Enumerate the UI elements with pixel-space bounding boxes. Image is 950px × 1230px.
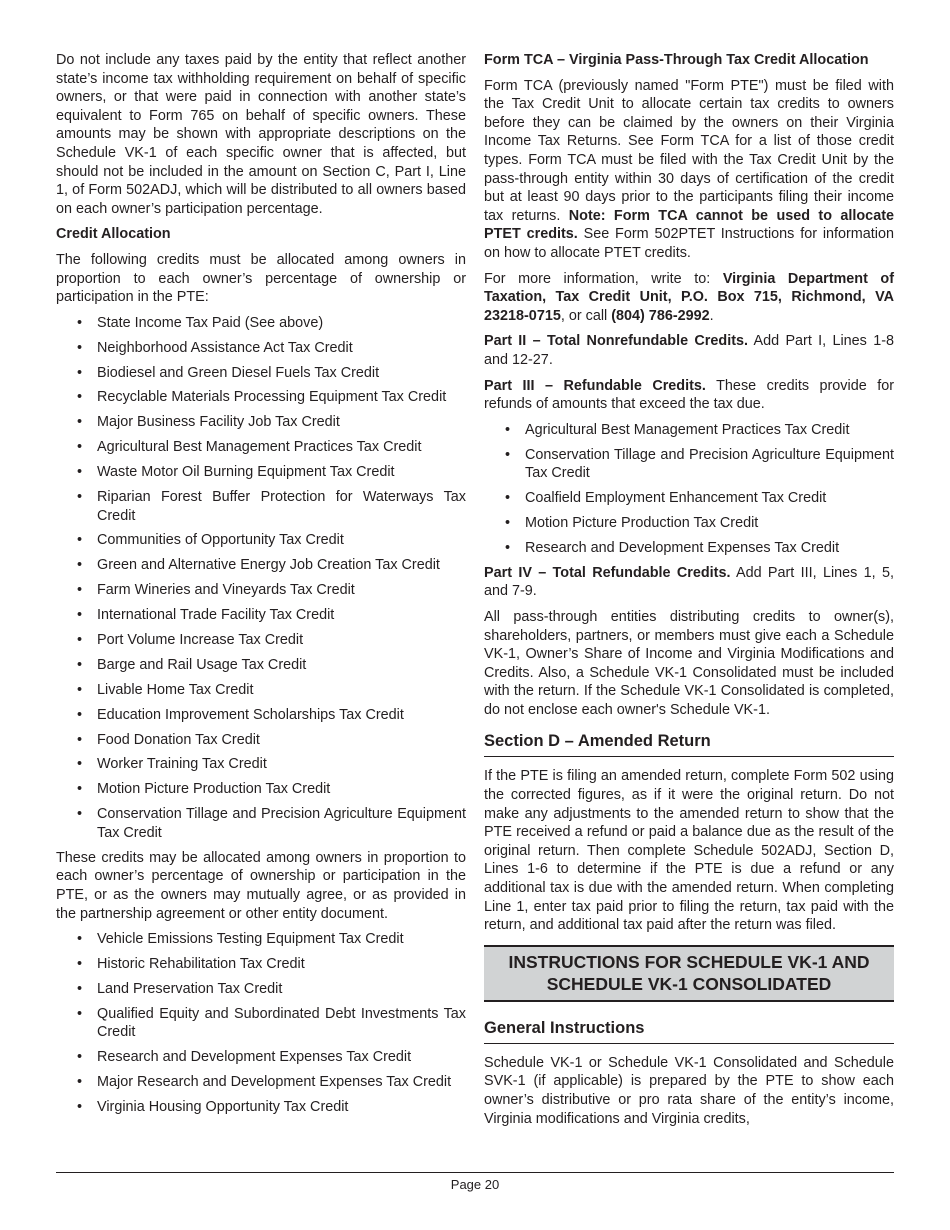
info-mid: , or call — [560, 307, 608, 324]
list-item: • Port Volume Increase Tax Credit — [97, 631, 466, 650]
list-item: • Motion Picture Production Tax Credit — [97, 780, 466, 799]
list-item: • Qualified Equity and Subordinated Debt Investments Tax Credit — [97, 1005, 466, 1042]
list-item: • Major Research and Development Expenses Tax Credit — [97, 1073, 466, 1092]
info-address: Virginia Department of Taxation, Tax Credit Unit, P.O. Box 715, Richmond, VA 23218-0715 — [484, 270, 895, 324]
list-item: • Farm Wineries and Vineyards Tax Credit — [97, 581, 466, 600]
list-item: • Coalfield Employment Enhancement Tax Credit — [525, 489, 894, 508]
list-item: • State Income Tax Paid (See above) — [97, 314, 466, 333]
info-end: . — [709, 307, 714, 324]
footer-divider — [56, 1172, 894, 1173]
part2-label: Part II – Total Nonrefundable Credits. — [484, 333, 748, 350]
part3-text: These credits provide for refunds of amounts that exceed the tax due. — [484, 377, 894, 413]
list-item: • Worker Training Tax Credit — [97, 755, 466, 774]
list-item: • Research and Development Expenses Tax Credit — [525, 539, 894, 558]
info-prefix: For more information, write to: — [484, 270, 711, 287]
list-item: • Historic Rehabilitation Tax Credit — [97, 955, 466, 974]
list-item: • Biodiesel and Green Diesel Fuels Tax Credit — [97, 364, 466, 383]
part3-paragraph — [484, 377, 894, 414]
part4-paragraph — [484, 564, 894, 601]
part3-label: Part III – Refundable Credits. — [484, 377, 706, 394]
refundable-list — [484, 421, 894, 558]
may-allocate-list — [56, 930, 466, 1117]
part2-text: Add Part I, Lines 1-8 and 12-27. — [484, 333, 894, 368]
list-item: • International Trade Facility Tax Credit — [97, 606, 466, 625]
section-d-paragraph: If the PTE is filing an amended return, complete Form 502 using the corrected figures, as if it were the original return. Do not make any adjustments to the amended return to show that the PTE received a refund or paid a balance due as the result of the original return. Then complete Schedule 502ADJ, Section D, Lines 1-6 to determine if the PTE is due a refund or any additional tax is due with the amended return. When completing Line 1, enter tax paid prior to filing the return, tax paid with the return, and additional tax paid after the return was filed. — [484, 768, 894, 934]
vk1-instructions-banner — [484, 945, 894, 1002]
list-item: • Waste Motor Oil Burning Equipment Tax Credit — [97, 463, 466, 482]
part4-text: Add Part III, Lines 1, 5, and 7-9. — [484, 564, 894, 600]
banner-line-2: SCHEDULE VK-1 CONSOLIDATED — [546, 973, 832, 994]
info-phone: (804) 786-2992 — [611, 307, 710, 324]
list-item: • Education Improvement Scholarships Tax Credit — [97, 706, 466, 725]
list-item: • Conservation Tillage and Precision Agriculture Equipment Tax Credit — [525, 446, 894, 483]
may-allocate-paragraph: These credits may be allocated among owners in proportion to each owner’s percentage of ownership or participation in the PTE, or as the owners may mutually agree, or as provided in the partnership agreement or other entity document. — [56, 849, 466, 922]
pass-through-paragraph: All pass-through entities distributing credits to owner(s), shareholders, partners, or members must give each a Schedule VK-1, Owner’s Share of Income and Virginia Modifications and Credits. Also, a Schedule VK-1 Consolidated must be included with the return. If the Schedule VK-1 Consolidated is completed, do not enclose each owner's Schedule VK-1. — [484, 608, 894, 718]
banner-line-1: INSTRUCTIONS FOR SCHEDULE VK-1 AND — [508, 951, 870, 972]
list-item: • Conservation Tillage and Precision Agriculture Equipment Tax Credit — [97, 805, 466, 842]
list-item: • Agricultural Best Management Practices Tax Credit — [525, 421, 894, 440]
credit-allocation-paragraph: The following credits must be allocated among owners in proportion to each owner’s percentage of ownership or participation in the PTE: — [56, 251, 466, 306]
list-item: • Recyclable Materials Processing Equipment Tax Credit — [97, 388, 466, 407]
tca-paragraph — [484, 77, 894, 263]
tca-text-1: Form TCA (previously named "Form PTE") must be filed with the Tax Credit Unit to allocate certain tax credits to owners before they can be claimed by the owners on their Virginia Income Tax Returns. See Form TCA for a list of those credit types. Form TCA must be filed with the Tax Credit Unit by the pass-through entity within 30 days of certification of the credit but at least 90 days prior to the participants filing their income tax returns. — [484, 77, 894, 224]
section-d-heading: Section D – Amended Return — [484, 727, 894, 757]
left-column — [56, 51, 466, 1123]
list-item: • Livable Home Tax Credit — [97, 681, 466, 700]
must-allocate-list — [56, 314, 466, 843]
info-paragraph — [484, 270, 894, 326]
list-item: • Virginia Housing Opportunity Tax Credit — [97, 1098, 466, 1117]
list-item: • Motion Picture Production Tax Credit — [525, 514, 894, 533]
list-item: • Agricultural Best Management Practices Tax Credit — [97, 438, 466, 457]
tca-text-2: See Form 502PTET Instructions for information on how to allocate PTET credits. — [484, 226, 895, 261]
tca-heading: Form TCA – Virginia Pass-Through Tax Credit Allocation — [484, 52, 869, 68]
general-instructions-paragraph: Schedule VK-1 or Schedule VK-1 Consolidated and Schedule SVK-1 (if applicable) is prepared by the PTE to show each owner’s distributive or pro rata share of the entity’s income, Virginia modifications and Virginia credits, — [484, 1054, 894, 1127]
list-item: • Major Business Facility Job Tax Credit — [97, 413, 466, 432]
part4-label: Part IV – Total Refundable Credits. — [484, 564, 731, 581]
list-item: • Barge and Rail Usage Tax Credit — [97, 656, 466, 675]
intro-paragraph: Do not include any taxes paid by the entity that reflect another state’s income tax withholding requirement on behalf of specific owners, or that were paid in connection with another state’s equivalent to Form 765 on behalf of specific owners. These amounts may be shown with appropriate descriptions on the Schedule VK-1 of each specific owner that is affected, but should not be included in the amount on Section C, Part I, Line 1, of Form 502ADJ, which will be distributed to all owners based on each owner’s participation percentage. — [56, 52, 466, 217]
list-item: • Vehicle Emissions Testing Equipment Tax Credit — [97, 930, 466, 949]
list-item: • Communities of Opportunity Tax Credit — [97, 531, 466, 550]
list-item: • Food Donation Tax Credit — [97, 731, 466, 750]
list-item: • Research and Development Expenses Tax Credit — [97, 1048, 466, 1067]
list-item: • Riparian Forest Buffer Protection for Waterways Tax Credit — [97, 488, 466, 525]
list-item: • Green and Alternative Energy Job Creation Tax Credit — [97, 556, 466, 575]
credit-allocation-heading: Credit Allocation — [56, 226, 171, 243]
list-item: • Neighborhood Assistance Act Tax Credit — [97, 339, 466, 358]
tca-note: Note: Form TCA cannot be used to allocate PTET credits. — [484, 207, 894, 243]
page-number: Page 20 — [450, 1177, 500, 1192]
right-column — [484, 51, 894, 1135]
list-item: • Land Preservation Tax Credit — [97, 980, 466, 999]
part2-paragraph — [484, 332, 894, 369]
general-instructions-heading: General Instructions — [484, 1014, 894, 1044]
